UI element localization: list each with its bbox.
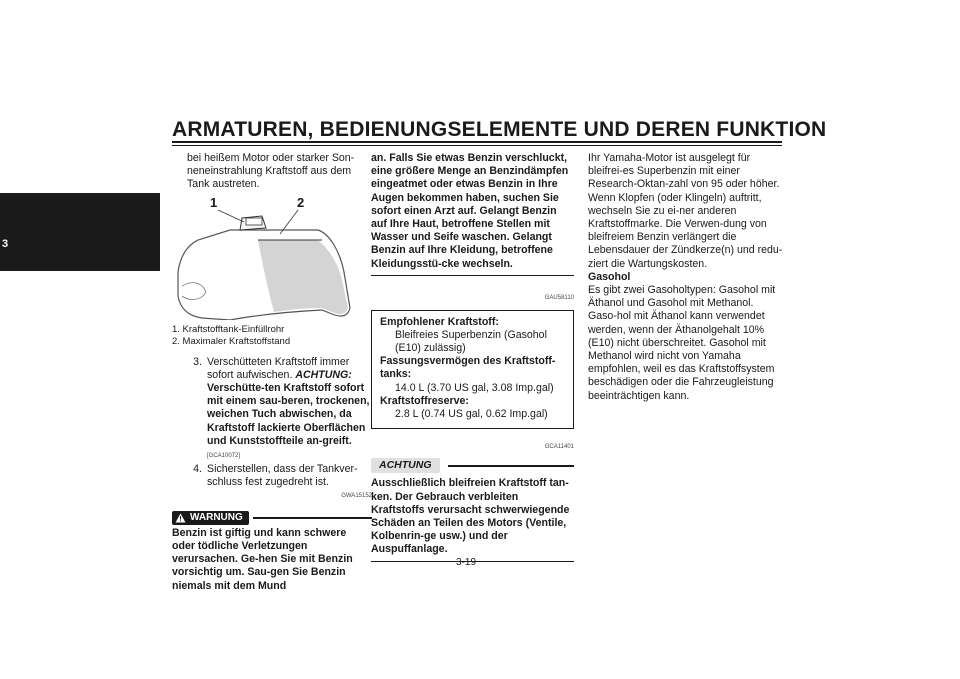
intro-text: bei heißem Motor oder starker Son-neneinstrahlung Kraftstoff aus dem Tank austreten. xyxy=(187,152,355,191)
filler-cap xyxy=(246,218,262,225)
chapter-tab xyxy=(0,193,160,271)
page-header-title: ARMATUREN, BEDIENUNGSELEMENTE UND DEREN FUNKTION xyxy=(172,118,827,141)
gasohol-heading: Gasohol xyxy=(588,270,631,283)
step-3 xyxy=(172,356,372,464)
figure-callout-1: 1 xyxy=(210,194,218,210)
step-number: 3. xyxy=(193,355,202,368)
warning-badge xyxy=(172,511,249,525)
step-text: Sicherstellen, dass der Tankver-schluss fest zugedreht ist. xyxy=(207,463,358,489)
warning-label: WARNUNG xyxy=(190,512,243,524)
spec-fuel-label: Empfohlener Kraftstoff: xyxy=(380,315,499,328)
steps-list xyxy=(172,356,372,490)
header-rule-thin xyxy=(172,145,782,146)
fuel-tank-illustration xyxy=(172,200,372,320)
column-1 xyxy=(172,152,372,593)
achtung-inline-label: ACHTUNG: xyxy=(295,368,352,381)
figure-captions xyxy=(172,324,372,348)
chapter-number: 3 xyxy=(2,238,9,250)
notice-rule xyxy=(448,465,575,467)
warning-text-continued: an. Falls Sie etwas Benzin verschluckt, eine größere Menge an Benzindämpfen eingeatmet oder etwas Benzin in Ihre Augen bekommen haben, suchen Sie sofort einen Arzt auf. Gelangt Benzin auf Ihre Haut, betroffene Stellen mit Wasser und Seife waschen. Gelangt Benzin auf Ihre Kleidung, betroffene Kleidungsstü-cke wechseln. xyxy=(371,152,569,270)
page-number: 3-19 xyxy=(456,557,477,568)
fuel-tank-figure xyxy=(172,194,372,320)
notice-text: Ausschließlich bleifreien Kraftstoff tan-ken. Der Gebrauch verbleiten Kraftstoffs verursacht schwerwiegende Schäden an Teilen des Motors (Ventile, Kolbenrin-ge usw.) und der Auspuffanlage. xyxy=(371,477,570,556)
warning-end-rule xyxy=(371,275,574,277)
spec-capacity-label: Fassungsvermögen des Kraftstoff-tanks: xyxy=(380,355,556,381)
warning-code: GWA15152 xyxy=(341,492,372,499)
caption-1: 1. Kraftstofftank-Einfüllrohr xyxy=(172,323,285,335)
figure-callout-2: 2 xyxy=(297,194,305,210)
column-2 xyxy=(371,152,574,562)
fuel-spec-box xyxy=(371,310,574,430)
warning-rule xyxy=(253,517,372,519)
warning-text: Benzin ist giftig und kann schwere oder tödliche Verletzungen verursachen. Ge-hen Sie mit Benzin vorsichtig um. Sau-gen Sie Benzin niemals mit dem Mund xyxy=(172,526,353,592)
spec-reserve-label: Kraftstoffreserve: xyxy=(380,394,469,407)
fuel-info-paragraph: Ihr Yamaha-Motor ist ausgelegt für bleifrei-es Superbenzin mit einer Research-Oktan-zahl von 95 oder höher. Wenn Klopfen (oder Klingeln) auftritt, wechseln Sie zu ei-ner anderen Kraftstoffmarke. Die Verwen-dung von bleifreiem Benzin verlängert die Lebensdauer der Zündkerze(n) und redu-ziert die Wartungskosten. xyxy=(588,152,783,270)
chapter-tab-bar xyxy=(0,193,160,271)
caption-2: 2. Maximaler Kraftstoffstand xyxy=(172,335,291,347)
warning-triangle-icon xyxy=(175,513,186,523)
gasohol-paragraph: Es gibt zwei Gasoholtypen: Gasohol mit Äthanol und Gasohol mit Methanol. Gaso-hol mit Äthanol kann verwendet werden, wenn der Äthanolgehalt 10% (E10) nicht überschreitet. Gasohol mit Methanol wird nicht von Yamaha empfohlen, weil es das Kraftstoffsystem beschädigen oder die Fahrzeugleistung beeinträchtigen kann. xyxy=(588,284,776,402)
header-rule xyxy=(172,141,782,143)
notice-badge: ACHTUNG xyxy=(371,458,440,473)
warning-header xyxy=(172,511,372,525)
column-3 xyxy=(588,152,784,403)
step-body xyxy=(207,356,372,464)
spec-capacity-value: 14.0 L (3.70 US gal, 3.08 Imp.gal) xyxy=(395,381,554,394)
spec-fuel-value: Bleifreies Superbenzin (Gasohol (E10) zulässig) xyxy=(395,328,547,355)
notice-header xyxy=(371,458,574,473)
notice-code: GCA11401 xyxy=(544,444,574,451)
step-number: 4. xyxy=(193,463,202,476)
step-text: Verschütteten Kraftstoff immer sofort aufwischen. xyxy=(207,355,350,381)
step-4 xyxy=(172,463,372,489)
leader-1 xyxy=(218,210,244,222)
spec-code: GAU58110 xyxy=(544,295,574,302)
reference-code: [GCA10072] xyxy=(207,453,241,460)
spec-reserve-value: 2.8 L (0.74 US gal, 0.62 Imp.gal) xyxy=(395,408,548,421)
achtung-inline-text: Verschütte-ten Kraftstoff sofort mit einem sau-beren, trockenen, weichen Tuch abwischen, da Kraftstoff lackierte Oberflächen und Kunststoffteile an-greift. xyxy=(207,382,370,447)
